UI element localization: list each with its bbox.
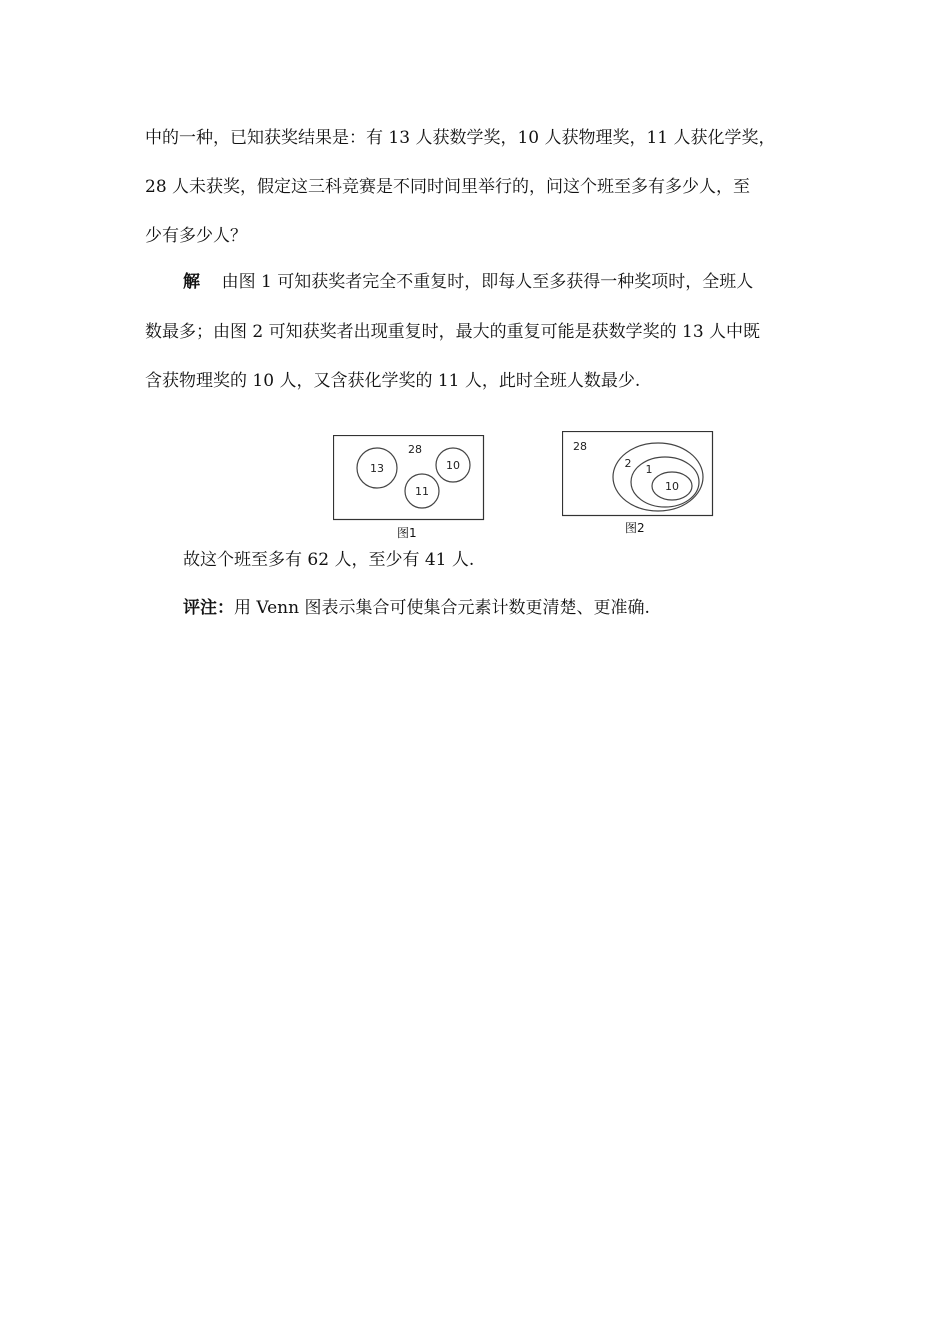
fig1-outside-count: 28 bbox=[408, 443, 422, 456]
solution-line-1 bbox=[183, 272, 753, 292]
problem-line-3: 少有多少人？ bbox=[145, 226, 247, 246]
fig1-physics-count: 10 bbox=[446, 459, 460, 472]
problem-line-1: 中的一种，已知获奖结果是：有 13 人获数学奖，10 人获物理奖，11 人获化学奖， bbox=[145, 128, 776, 148]
solution-line-2: 数最多；由图 2 可知获奖者出现重复时，最大的重复可能是获数学奖的 13 人中既 bbox=[145, 322, 761, 342]
figure2-caption: 图2 bbox=[625, 521, 645, 535]
fig2-outside-count: 28 bbox=[573, 440, 587, 453]
solution-text-1: 由图 1 可知获奖者完全不重复时，即每人至多获得一种奖项时，全班人 bbox=[221, 272, 754, 292]
fig1-math-count: 13 bbox=[370, 462, 384, 475]
comment-text: 用 Venn 图表示集合可使集合元素计数更清楚、更准确. bbox=[234, 598, 650, 618]
solution-line-3: 含获物理奖的 10 人，又含获化学奖的 11 人，此时全班人数最少. bbox=[145, 371, 641, 391]
solution-label: 解 bbox=[183, 272, 200, 292]
problem-line-2: 28 人未获奖，假定这三科竞赛是不同时间里举行的，问这个班至多有多少人，至 bbox=[145, 177, 751, 197]
comment bbox=[183, 598, 650, 618]
venn-diagram-1 bbox=[333, 435, 485, 525]
set-math-ellipse bbox=[613, 443, 703, 511]
figure1-caption: 图1 bbox=[397, 526, 417, 540]
fig2-middle-count: 1 bbox=[645, 463, 653, 476]
fig2-outer-count: 2 bbox=[624, 457, 632, 470]
venn-diagram-2 bbox=[562, 431, 714, 521]
comment-label: 评注： bbox=[183, 598, 234, 618]
fig1-chemistry-count: 11 bbox=[415, 485, 429, 498]
conclusion: 故这个班至多有 62 人，至少有 41 人. bbox=[183, 550, 475, 570]
fig2-inner-count: 10 bbox=[665, 480, 679, 493]
